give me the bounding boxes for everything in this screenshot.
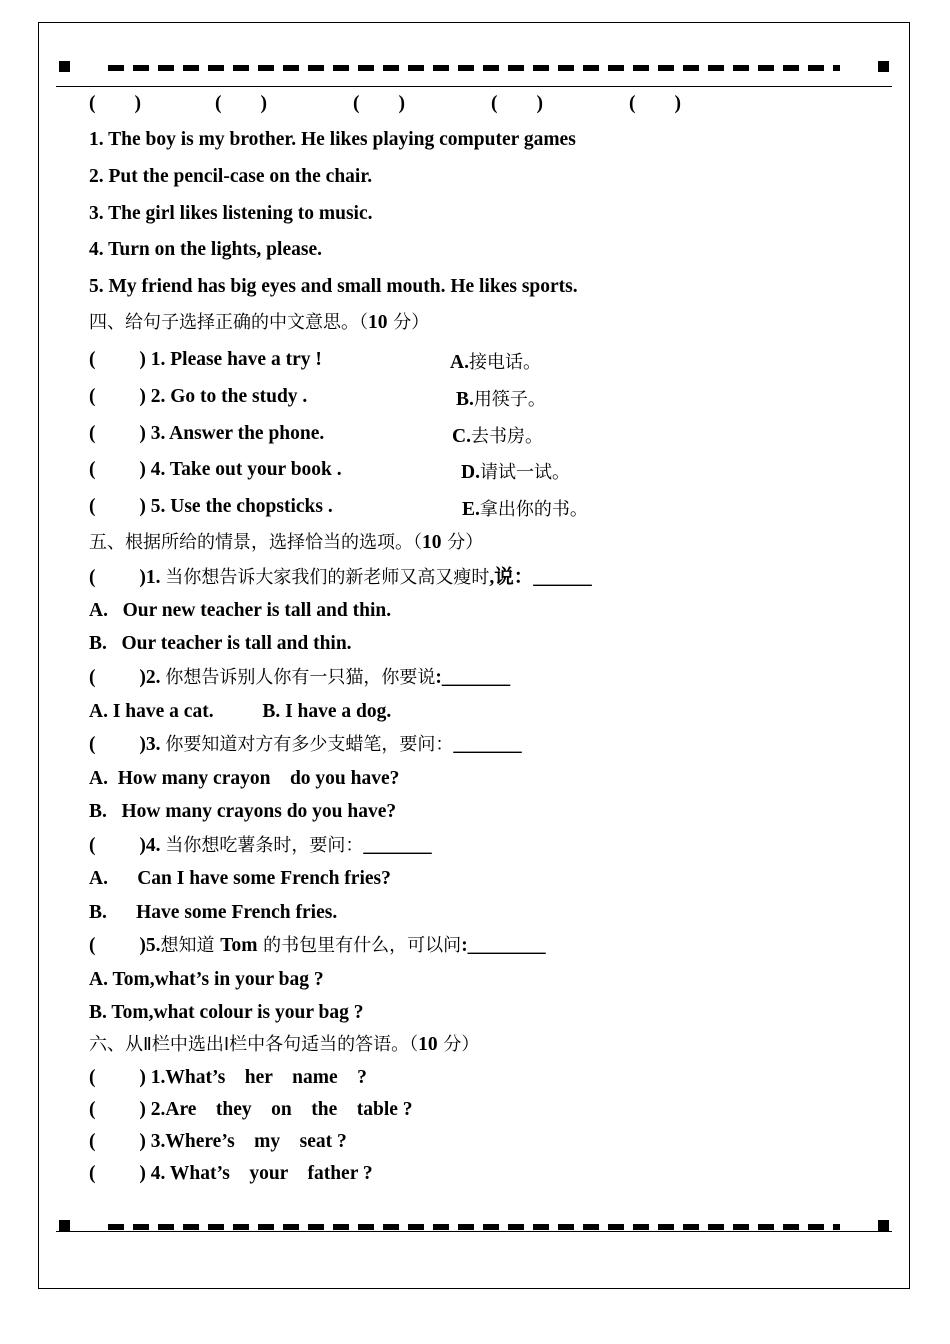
section5-option: A. Can I have some French fries? <box>89 868 391 889</box>
section6-item: ( ) 3.Where’s my seat ? <box>89 1131 347 1152</box>
section5-question: ( )2. 你想告诉别人你有一只猫，你要说:_______ <box>89 667 511 688</box>
answer-blank: ( ) <box>89 93 141 114</box>
section3-item: 5. My friend has big eyes and small mouth. He likes sports. <box>89 276 578 297</box>
answer-blank: ( ) <box>353 93 405 114</box>
answer-blank: ( ) <box>491 93 543 114</box>
section4-option: C.去书房。 <box>452 426 543 447</box>
section6-heading: 六、从Ⅱ栏中选出Ⅰ栏中各句适当的答语。（10 分） <box>89 1034 480 1055</box>
dash-line <box>108 1224 840 1230</box>
section3-item: 3. The girl likes listening to music. <box>89 203 373 224</box>
section5-option: A. How many crayon do you have? <box>89 768 400 789</box>
bottom-rule <box>56 1231 892 1232</box>
corner-square <box>59 1220 70 1231</box>
section5-option: A. I have a cat. B. I have a dog. <box>89 701 392 722</box>
top-dash-border <box>56 57 892 77</box>
section5-question: ( )3. 你要知道对方有多少支蜡笔，要问：_______ <box>89 734 522 755</box>
corner-square <box>878 1220 889 1231</box>
section6-item: ( ) 2.Are they on the table ? <box>89 1099 413 1120</box>
section4-item: ( ) 1. Please have a try ! <box>89 349 322 370</box>
section6-item: ( ) 4. What’s your father ? <box>89 1163 373 1184</box>
section4-item: ( ) 5. Use the chopsticks . <box>89 496 333 517</box>
section3-item: 4. Turn on the lights, please. <box>89 239 322 260</box>
section4-item: ( ) 3. Answer the phone. <box>89 423 325 444</box>
top-rule <box>56 86 892 87</box>
section3-item: 1. The boy is my brother. He likes playing computer games <box>89 129 576 150</box>
section4-option: A.接电话。 <box>450 352 541 373</box>
section5-option: A. Tom,what’s in your bag ? <box>89 969 324 990</box>
section4-item: ( ) 2. Go to the study . <box>89 386 308 407</box>
section4-heading: 四、给句子选择正确的中文意思。（10 分） <box>89 312 430 333</box>
section5-option: A. Our new teacher is tall and thin. <box>89 600 392 621</box>
corner-square <box>59 61 70 72</box>
section5-option: B. Tom,what colour is your bag ? <box>89 1002 364 1023</box>
section6-item: ( ) 1.What’s her name ? <box>89 1067 367 1088</box>
answer-blank: ( ) <box>215 93 267 114</box>
section4-option: E.拿出你的书。 <box>462 499 588 520</box>
section5-option: B. Have some French fries. <box>89 902 338 923</box>
section5-option: B. How many crayons do you have? <box>89 801 397 822</box>
answer-blank: ( ) <box>629 93 681 114</box>
section4-option: B.用筷子。 <box>456 389 546 410</box>
bottom-dash-border <box>56 1216 892 1236</box>
dash-line <box>108 65 840 71</box>
section5-question: ( )1. 当你想告诉大家我们的新老师又高又瘦时,说：______ <box>89 567 592 588</box>
section5-question: ( )4. 当你想吃薯条时，要问：_______ <box>89 835 432 856</box>
section4-option: D.请试一试。 <box>461 462 570 483</box>
corner-square <box>878 61 889 72</box>
section4-item: ( ) 4. Take out your book . <box>89 459 342 480</box>
section5-question: ( )5.想知道 Tom 的书包里有什么，可以问:________ <box>89 935 546 956</box>
section5-heading: 五、根据所给的情景，选择恰当的选项。（10 分） <box>89 532 484 553</box>
section3-item: 2. Put the pencil-case on the chair. <box>89 166 373 187</box>
section5-option: B. Our teacher is tall and thin. <box>89 633 352 654</box>
